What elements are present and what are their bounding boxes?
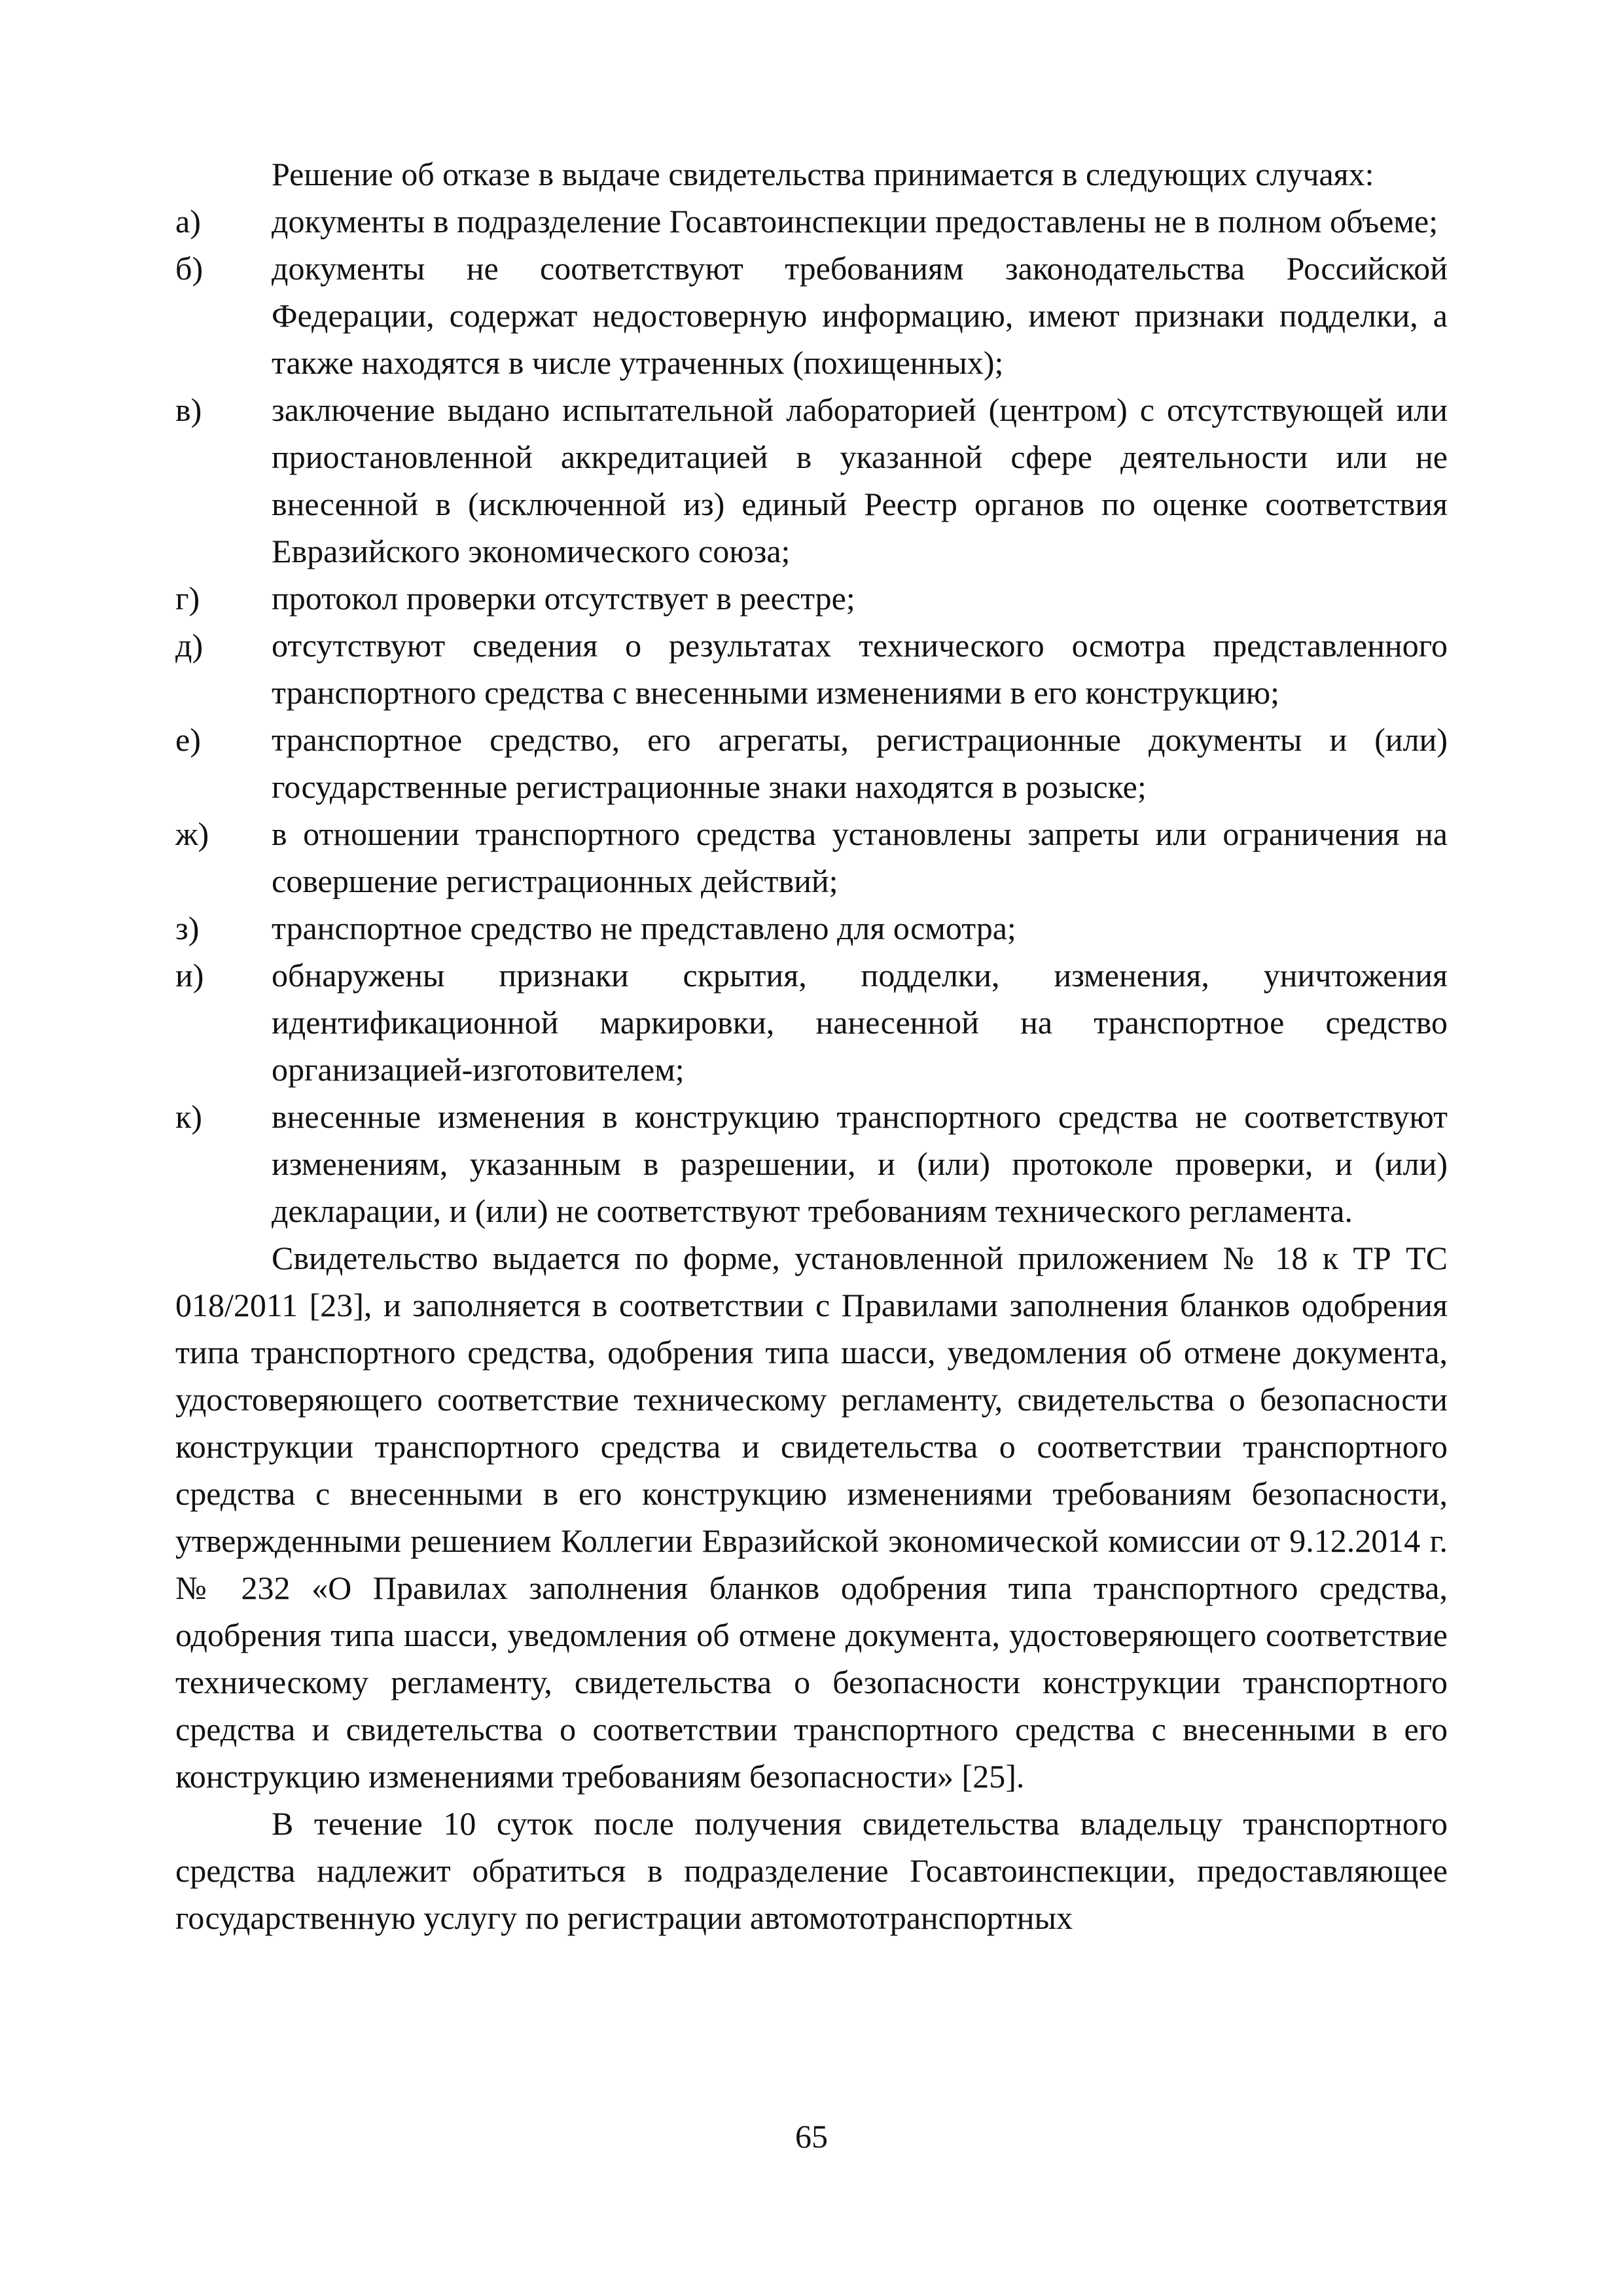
list-marker: е) (175, 721, 201, 758)
list-marker: д) (175, 627, 204, 664)
list-item (175, 622, 1448, 716)
list-item (175, 575, 1448, 622)
intro-paragraph: Решение об отказе в выдаче свидетельства принимается в следующих случаях: (272, 156, 1374, 192)
list-item (175, 952, 1448, 1093)
list-item-text: заключение выдано испытательной лабораторией (центром) с отсутствующей или приостановленной аккредитацией в указанной сфере деятельности или не внесенной в (исключенной из) единый Реестр органов по оценке соответствия Евразийского экономического союза; (272, 391, 1448, 569)
list-marker: к) (175, 1098, 202, 1135)
list-item-text: обнаружены признаки скрытия, подделки, изменения, уничтожения идентификационной маркировки, нанесенной на транспортное средство организацией-изготовителем; (272, 957, 1448, 1088)
list-item (175, 905, 1448, 952)
list-marker: г) (175, 580, 200, 617)
list-marker: а) (175, 203, 201, 240)
list-item-text: документы не соответствуют требованиям законодательства Российской Федерации, содержат недостоверную информацию, имеют признаки подделки, а также находятся в числе утраченных (похищенных); (272, 250, 1448, 381)
list-item (175, 1093, 1448, 1234)
list-marker: ж) (175, 816, 209, 852)
list-item (175, 386, 1448, 575)
list-item (175, 198, 1448, 245)
list-item-text: внесенные изменения в конструкцию транспортного средства не соответствуют изменениям, указанным в разрешении, и (или) протоколе проверки, и (или) декларации, и (или) не соответствуют требованиям технического регламента. (272, 1098, 1448, 1229)
list-item-text: документы в подразделение Госавтоинспекции предоставлены не в полном объеме; (272, 203, 1438, 240)
list-item-text: протокол проверки отсутствует в реестре; (272, 580, 855, 617)
list-marker: з) (175, 910, 200, 946)
refusal-reasons-list (175, 198, 1448, 1234)
list-item-text: транспортное средство не представлено для осмотра; (272, 910, 1016, 946)
page-number: 65 (795, 2118, 828, 2155)
certificate-paragraph: Свидетельство выдается по форме, установленной приложением № 18 к ТР ТС 018/2011 [23], и заполняется в соответствии с Правилами заполнения бланков одобрения типа транспортного средства, одобрения типа шасси, уведомления об отмене документа, удостоверяющего соответствие техническому регламенту, свидетельства о безопасности конструкции транспортного средства и свидетельства о соответствии транспортного средства с внесенными в его конструкцию изменениями требованиям безопасности, утвержденными решением Коллегии Евразийской экономической комиссии от 9.12.2014 г. № 232 «О Правилах заполнения бланков одобрения типа транспортного средства, одобрения типа шасси, уведомления об отмене документа, удостоверяющего соответствие техническому регламенту, свидетельства о безопасности конструкции транспортного средства и свидетельства о соответствии транспортного средства с внесенными в его конструкцию изменениями требованиям безопасности» [25]. (175, 1240, 1448, 1795)
list-item-text: в отношении транспортного средства установлены запреты или ограничения на совершение регистрационных действий; (272, 816, 1448, 899)
list-marker: б) (175, 250, 204, 287)
list-item (175, 245, 1448, 386)
document-page (175, 151, 1448, 1941)
list-marker: в) (175, 391, 202, 428)
deadline-paragraph: В течение 10 суток после получения свидетельства владельцу транспортного средства надлежит обратиться в подразделение Госавтоинспекции, предоставляющее государственную услугу по регистрации автомототранспортных (175, 1805, 1448, 1936)
list-item (175, 716, 1448, 810)
list-item-text: отсутствуют сведения о результатах технического осмотра представленного транспортного средства с внесенными изменениями в его конструкцию; (272, 627, 1448, 711)
list-item-text: транспортное средство, его агрегаты, регистрационные документы и (или) государственные регистрационные знаки находятся в розыске; (272, 721, 1448, 805)
list-marker: и) (175, 957, 204, 994)
list-item (175, 810, 1448, 905)
